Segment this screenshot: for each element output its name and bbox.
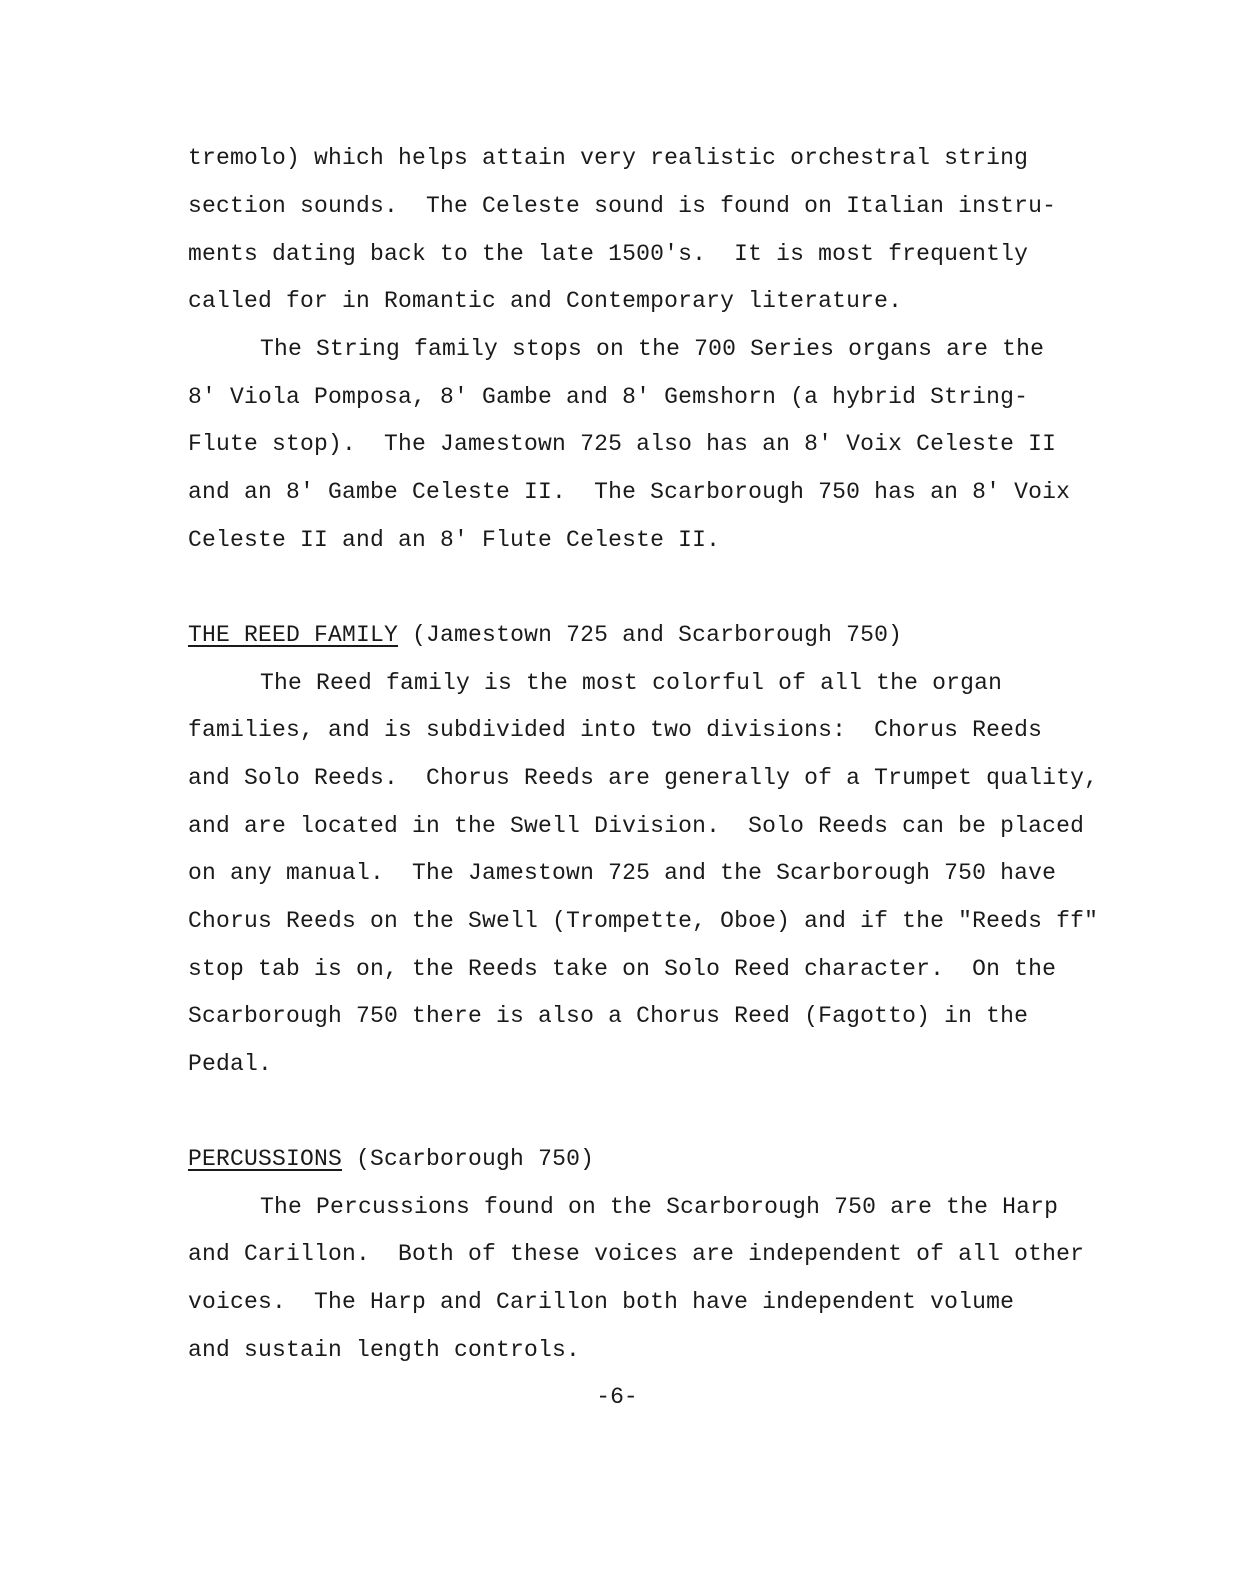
- text-line: tremolo) which helps attain very realistic orchestral string: [188, 145, 1029, 171]
- heading-subtitle: (Jamestown 725 and Scarborough 750): [398, 622, 903, 648]
- text-line: Celeste II and an 8' Flute Celeste II.: [188, 527, 721, 553]
- section-heading: [188, 1144, 594, 1174]
- text-line: and sustain length controls.: [188, 1337, 581, 1363]
- text-line: and Carillon. Both of these voices are independent of all other: [188, 1241, 1085, 1267]
- text-line: families, and is subdivided into two divisions: Chorus Reeds: [188, 717, 1043, 743]
- heading-subtitle: (Scarborough 750): [342, 1146, 595, 1172]
- text-line: Chorus Reeds on the Swell (Trompette, Oboe) and if the "Reeds ff": [188, 908, 1099, 934]
- text-line: stop tab is on, the Reeds take on Solo Reed character. On the: [188, 956, 1057, 982]
- section-heading: [188, 620, 902, 650]
- page-number: -6-: [596, 1384, 638, 1410]
- text-line: Pedal.: [188, 1051, 273, 1077]
- text-line: 8' Viola Pomposa, 8' Gambe and 8' Gemshorn (a hybrid String-: [188, 384, 1029, 410]
- text-line: Scarborough 750 there is also a Chorus Reed (Fagotto) in the: [188, 1003, 1029, 1029]
- heading-term: THE REED FAMILY: [188, 622, 399, 648]
- text-line: The Reed family is the most colorful of all the organ: [260, 670, 1003, 696]
- text-line: ments dating back to the late 1500's. It is most frequently: [188, 241, 1029, 267]
- text-line: and an 8' Gambe Celeste II. The Scarborough 750 has an 8' Voix: [188, 479, 1071, 505]
- text-line: and are located in the Swell Division. Solo Reeds can be placed: [188, 813, 1085, 839]
- text-line: on any manual. The Jamestown 725 and the Scarborough 750 have: [188, 860, 1057, 886]
- text-line: The String family stops on the 700 Series organs are the: [260, 336, 1045, 362]
- text-line: Flute stop). The Jamestown 725 also has an 8' Voix Celeste II: [188, 431, 1057, 457]
- text-line: The Percussions found on the Scarborough 750 are the Harp: [260, 1194, 1059, 1220]
- text-line: voices. The Harp and Carillon both have independent volume: [188, 1289, 1015, 1315]
- text-line: and Solo Reeds. Chorus Reeds are generally of a Trumpet quality,: [188, 765, 1099, 791]
- text-line: called for in Romantic and Contemporary literature.: [188, 288, 903, 314]
- heading-term: PERCUSSIONS: [188, 1146, 343, 1172]
- text-line: section sounds. The Celeste sound is found on Italian instru-: [188, 193, 1057, 219]
